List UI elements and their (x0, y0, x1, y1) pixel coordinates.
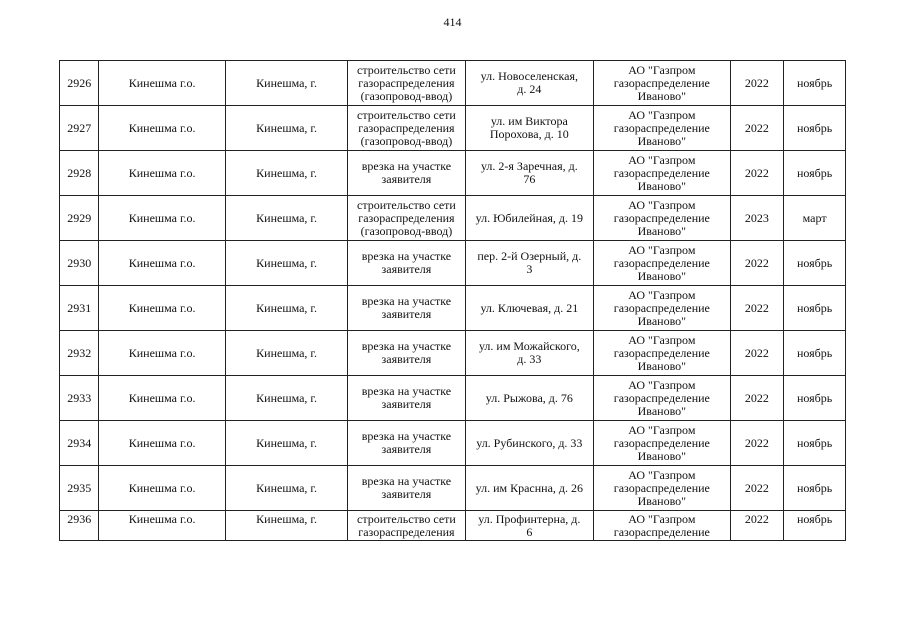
month-cell: ноябрь (784, 466, 846, 511)
city-cell: Кинешма, г. (225, 241, 347, 286)
organization-cell: АО "Газпром газораспределение Иваново" (594, 421, 731, 466)
work-type-cell: врезка на участке заявителя (348, 151, 465, 196)
month-cell: ноябрь (784, 376, 846, 421)
district-cell: Кинешма г.о. (99, 331, 225, 376)
month-cell: ноябрь (784, 151, 846, 196)
table-row (60, 151, 846, 196)
year-cell: 2022 (730, 421, 784, 466)
table-body (60, 61, 846, 541)
row-number-cell: 2931 (60, 286, 99, 331)
city-cell: Кинешма, г. (225, 286, 347, 331)
row-number-cell: 2936 (60, 511, 99, 541)
table-row (60, 286, 846, 331)
organization-cell: АО "Газпром газораспределение Иваново" (594, 106, 731, 151)
organization-cell: АО "Газпром газораспределение Иваново" (594, 241, 731, 286)
work-type-cell: врезка на участке заявителя (348, 286, 465, 331)
address-cell: пер. 2-й Озерный, д. 3 (465, 241, 593, 286)
address-cell: ул. им Виктора Порохова, д. 10 (465, 106, 593, 151)
table-row (60, 61, 846, 106)
year-cell: 2022 (730, 151, 784, 196)
page-number: 414 (443, 15, 462, 29)
table-row (60, 511, 846, 541)
month-cell: ноябрь (784, 106, 846, 151)
month-cell: ноябрь (784, 511, 846, 541)
city-cell: Кинешма, г. (225, 376, 347, 421)
organization-cell: АО "Газпром газораспределение Иваново" (594, 376, 731, 421)
city-cell: Кинешма, г. (225, 196, 347, 241)
row-number-cell: 2926 (60, 61, 99, 106)
work-type-cell: строительство сети газораспределения (газопровод-ввод) (348, 196, 465, 241)
work-type-cell: строительство сети газораспределения (348, 511, 465, 541)
work-type-cell: врезка на участке заявителя (348, 241, 465, 286)
table-row (60, 376, 846, 421)
organization-cell: АО "Газпром газораспределение Иваново" (594, 286, 731, 331)
work-type-cell: строительство сети газораспределения (газопровод-ввод) (348, 106, 465, 151)
table-row (60, 421, 846, 466)
row-number-cell: 2935 (60, 466, 99, 511)
organization-cell: АО "Газпром газораспределение Иваново" (594, 151, 731, 196)
year-cell: 2023 (730, 196, 784, 241)
row-number-cell: 2934 (60, 421, 99, 466)
table-row (60, 331, 846, 376)
organization-cell: АО "Газпром газораспределение Иваново" (594, 466, 731, 511)
address-cell: ул. Новоселенская, д. 24 (465, 61, 593, 106)
city-cell: Кинешма, г. (225, 466, 347, 511)
month-cell: ноябрь (784, 61, 846, 106)
district-cell: Кинешма г.о. (99, 376, 225, 421)
address-cell: ул. Профинтерна, д. 6 (465, 511, 593, 541)
month-cell: ноябрь (784, 286, 846, 331)
work-type-cell: врезка на участке заявителя (348, 376, 465, 421)
work-type-cell: врезка на участке заявителя (348, 331, 465, 376)
row-number-cell: 2927 (60, 106, 99, 151)
year-cell: 2022 (730, 61, 784, 106)
district-cell: Кинешма г.о. (99, 241, 225, 286)
city-cell: Кинешма, г. (225, 331, 347, 376)
address-cell: ул. 2-я Заречная, д. 76 (465, 151, 593, 196)
district-cell: Кинешма г.о. (99, 151, 225, 196)
table-row (60, 106, 846, 151)
city-cell: Кинешма, г. (225, 511, 347, 541)
month-cell: март (784, 196, 846, 241)
month-cell: ноябрь (784, 241, 846, 286)
city-cell: Кинешма, г. (225, 106, 347, 151)
district-cell: Кинешма г.о. (99, 511, 225, 541)
organization-cell: АО "Газпром газораспределение (594, 511, 731, 541)
month-cell: ноябрь (784, 331, 846, 376)
city-cell: Кинешма, г. (225, 151, 347, 196)
table-row (60, 466, 846, 511)
gasification-schedule-table (59, 60, 846, 541)
work-type-cell: врезка на участке заявителя (348, 466, 465, 511)
address-cell: ул. Рубинского, д. 33 (465, 421, 593, 466)
district-cell: Кинешма г.о. (99, 106, 225, 151)
year-cell: 2022 (730, 466, 784, 511)
year-cell: 2022 (730, 106, 784, 151)
organization-cell: АО "Газпром газораспределение Иваново" (594, 61, 731, 106)
table-row (60, 241, 846, 286)
month-cell: ноябрь (784, 421, 846, 466)
district-cell: Кинешма г.о. (99, 286, 225, 331)
year-cell: 2022 (730, 241, 784, 286)
address-cell: ул. Рыжова, д. 76 (465, 376, 593, 421)
city-cell: Кинешма, г. (225, 61, 347, 106)
year-cell: 2022 (730, 511, 784, 541)
organization-cell: АО "Газпром газораспределение Иваново" (594, 331, 731, 376)
organization-cell: АО "Газпром газораспределение Иваново" (594, 196, 731, 241)
row-number-cell: 2930 (60, 241, 99, 286)
district-cell: Кинешма г.о. (99, 61, 225, 106)
year-cell: 2022 (730, 331, 784, 376)
district-cell: Кинешма г.о. (99, 421, 225, 466)
year-cell: 2022 (730, 286, 784, 331)
work-type-cell: врезка на участке заявителя (348, 421, 465, 466)
address-cell: ул. им Можайского, д. 33 (465, 331, 593, 376)
address-cell: ул. Юбилейная, д. 19 (465, 196, 593, 241)
row-number-cell: 2932 (60, 331, 99, 376)
row-number-cell: 2928 (60, 151, 99, 196)
address-cell: ул. Ключевая, д. 21 (465, 286, 593, 331)
row-number-cell: 2929 (60, 196, 99, 241)
year-cell: 2022 (730, 376, 784, 421)
table-row (60, 196, 846, 241)
district-cell: Кинешма г.о. (99, 196, 225, 241)
district-cell: Кинешма г.о. (99, 466, 225, 511)
work-type-cell: строительство сети газораспределения (газопровод-ввод) (348, 61, 465, 106)
city-cell: Кинешма, г. (225, 421, 347, 466)
address-cell: ул. им Краснна, д. 26 (465, 466, 593, 511)
row-number-cell: 2933 (60, 376, 99, 421)
